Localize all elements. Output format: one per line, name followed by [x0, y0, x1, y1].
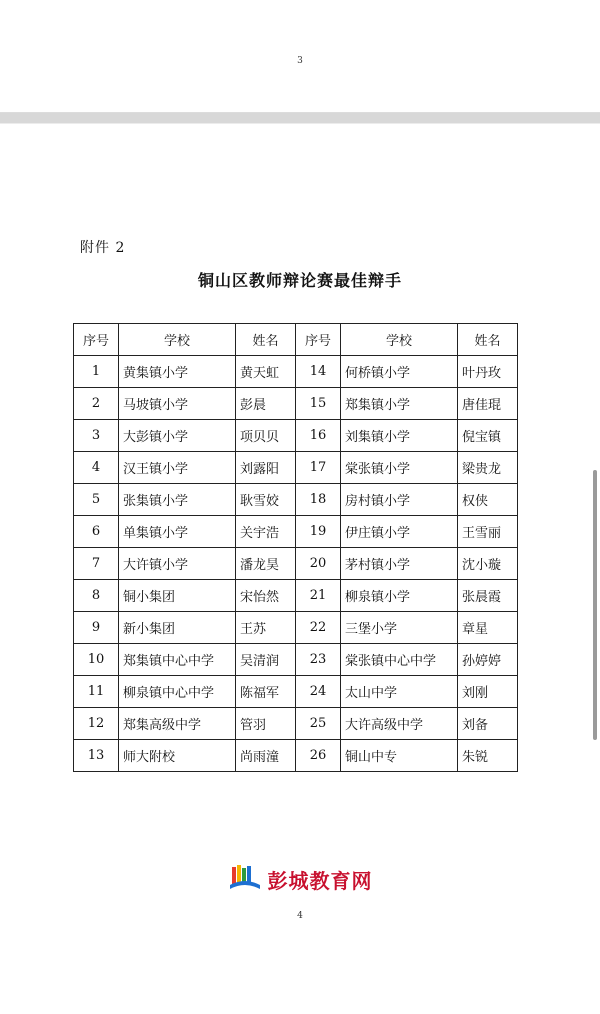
debater-name: 章星 — [458, 612, 518, 644]
row-number: 16 — [296, 420, 341, 452]
school-name: 伊庄镇小学 — [341, 516, 458, 548]
watermark-text: 彭城教育网 — [267, 868, 373, 893]
debater-name: 彭晨 — [236, 388, 296, 420]
header-cell: 序号 — [74, 324, 119, 356]
debater-name: 王雪丽 — [458, 516, 518, 548]
debater-name: 宋怡然 — [236, 580, 296, 612]
page-number: 3 — [297, 56, 303, 66]
school-name: 刘集镇小学 — [341, 420, 458, 452]
table-row — [74, 676, 518, 708]
row-number: 8 — [74, 580, 119, 612]
table-row — [74, 484, 518, 516]
debater-name: 吴清润 — [236, 644, 296, 676]
school-name: 新小集团 — [119, 612, 236, 644]
debater-name: 叶丹玫 — [458, 356, 518, 388]
school-name: 房村镇小学 — [341, 484, 458, 516]
debater-name: 梁贵龙 — [458, 452, 518, 484]
debater-name: 潘龙昊 — [236, 548, 296, 580]
row-number: 14 — [296, 356, 341, 388]
row-number: 11 — [74, 676, 119, 708]
row-number: 25 — [296, 708, 341, 740]
debater-name: 权侠 — [458, 484, 518, 516]
school-name: 何桥镇小学 — [341, 356, 458, 388]
school-name: 柳泉镇小学 — [341, 580, 458, 612]
row-number: 10 — [74, 644, 119, 676]
debater-name: 关宇浩 — [236, 516, 296, 548]
school-name: 大许高级中学 — [341, 708, 458, 740]
previous-page — [0, 0, 600, 113]
table-row — [74, 452, 518, 484]
debater-name: 沈小璇 — [458, 548, 518, 580]
row-number: 4 — [74, 452, 119, 484]
school-name: 黄集镇小学 — [119, 356, 236, 388]
debater-name: 倪宝镇 — [458, 420, 518, 452]
row-number: 15 — [296, 388, 341, 420]
debater-name: 管羽 — [236, 708, 296, 740]
debater-name: 朱锐 — [458, 740, 518, 772]
debater-name: 黄天虹 — [236, 356, 296, 388]
debater-name: 孙婷婷 — [458, 644, 518, 676]
debater-name: 耿雪姣 — [236, 484, 296, 516]
school-name: 茅村镇小学 — [341, 548, 458, 580]
school-name: 柳泉镇中心中学 — [119, 676, 236, 708]
school-name: 郑集高级中学 — [119, 708, 236, 740]
table-row — [74, 388, 518, 420]
document-title: 铜山区教师辩论赛最佳辩手 — [197, 271, 402, 290]
header-cell: 姓名 — [458, 324, 518, 356]
row-number: 17 — [296, 452, 341, 484]
header-cell: 姓名 — [236, 324, 296, 356]
row-number: 18 — [296, 484, 341, 516]
debater-name: 陈福军 — [236, 676, 296, 708]
school-name: 郑集镇中心中学 — [119, 644, 236, 676]
school-name: 三堡小学 — [341, 612, 458, 644]
row-number: 26 — [296, 740, 341, 772]
debater-name: 张晨霞 — [458, 580, 518, 612]
school-name: 铜山中专 — [341, 740, 458, 772]
book-logo-icon — [228, 863, 262, 895]
table-row — [74, 420, 518, 452]
header-cell: 序号 — [296, 324, 341, 356]
row-number: 1 — [74, 356, 119, 388]
table-row — [74, 548, 518, 580]
page-number: 4 — [297, 911, 303, 921]
school-name: 棠张镇小学 — [341, 452, 458, 484]
school-name: 汉王镇小学 — [119, 452, 236, 484]
debater-name: 尚雨潼 — [236, 740, 296, 772]
table-row — [74, 356, 518, 388]
watermark-logo — [0, 863, 600, 895]
row-number: 3 — [74, 420, 119, 452]
row-number: 12 — [74, 708, 119, 740]
school-name: 铜小集团 — [119, 580, 236, 612]
scrollbar[interactable] — [593, 470, 597, 740]
table-row — [74, 612, 518, 644]
row-number: 5 — [74, 484, 119, 516]
school-name: 太山中学 — [341, 676, 458, 708]
row-number: 22 — [296, 612, 341, 644]
school-name: 师大附校 — [119, 740, 236, 772]
best-debater-table — [73, 323, 518, 772]
row-number: 19 — [296, 516, 341, 548]
table-row — [74, 644, 518, 676]
row-number: 20 — [296, 548, 341, 580]
header-cell: 学校 — [341, 324, 458, 356]
table-row — [74, 580, 518, 612]
table-row — [74, 740, 518, 772]
row-number: 6 — [74, 516, 119, 548]
header-cell: 学校 — [119, 324, 236, 356]
page-gap — [0, 113, 600, 123]
school-name: 大彭镇小学 — [119, 420, 236, 452]
row-number: 2 — [74, 388, 119, 420]
debater-name: 项贝贝 — [236, 420, 296, 452]
row-number: 24 — [296, 676, 341, 708]
table-header-row — [74, 324, 518, 356]
school-name: 马坡镇小学 — [119, 388, 236, 420]
row-number: 9 — [74, 612, 119, 644]
row-number: 21 — [296, 580, 341, 612]
debater-name: 刘备 — [458, 708, 518, 740]
school-name: 单集镇小学 — [119, 516, 236, 548]
row-number: 13 — [74, 740, 119, 772]
debater-name: 刘露阳 — [236, 452, 296, 484]
school-name: 张集镇小学 — [119, 484, 236, 516]
school-name: 棠张镇中心中学 — [341, 644, 458, 676]
debater-name: 王苏 — [236, 612, 296, 644]
attachment-label: 附件 2 — [80, 240, 126, 256]
row-number: 23 — [296, 644, 341, 676]
school-name: 郑集镇小学 — [341, 388, 458, 420]
debater-name: 唐佳琨 — [458, 388, 518, 420]
school-name: 大许镇小学 — [119, 548, 236, 580]
row-number: 7 — [74, 548, 119, 580]
table-row — [74, 708, 518, 740]
debater-name: 刘刚 — [458, 676, 518, 708]
table-row — [74, 516, 518, 548]
